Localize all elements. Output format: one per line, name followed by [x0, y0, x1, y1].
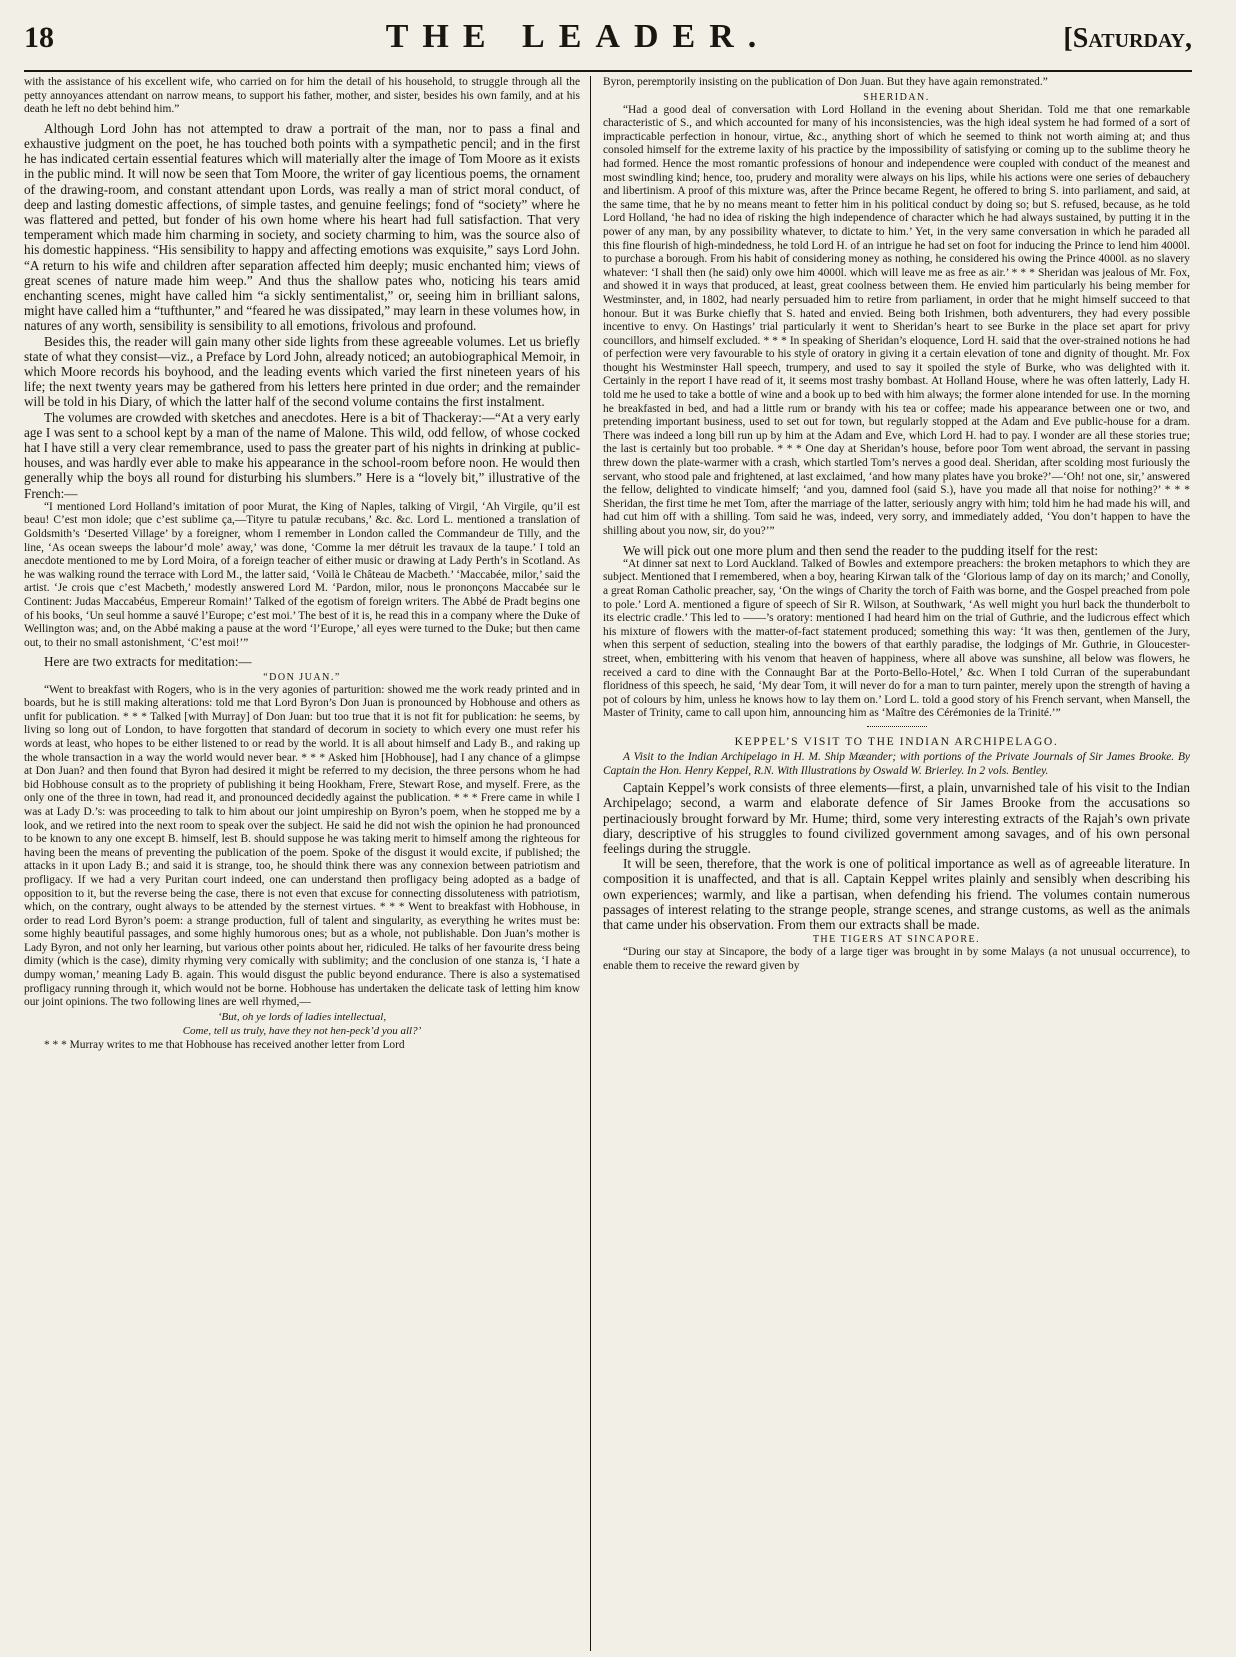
verse-line-1: ‘But, oh ye lords of ladies intellectual,	[217, 1010, 387, 1023]
left-quote-don-juan: “Went to breakfast with Rogers, who is in the very agonies of parturition: showed me the work ready printed and in boards, but he is still making alterations: told me that Lord Byron’s Don Juan is pronounced by Hobhouse and others as unfit for publication. * * * Talked [with Murray] of Don Juan: but too true that it is not fit for publication: he seems, by living so long out of London, to have forgotten that standard of decorum in society to which every one must refer his words at least, who hopes to be either listened to or read by the world. It is all about himself and Lady B., and raking up the whole transaction in a way the world would never bear. * * * Asked him [Hobhouse], had I any chance of a glimpse at Don Juan? and then found that Byron had desired it might be referred to my decision, the three persons whom he had bid Hobhouse consult as to the propriety of publishing it being Hookham, Frere, Stewart Rose, and myself. Frere, as the only one of the three in town, had read it, and pronounced decidedly against the publication. * * * Frere came in while I was at Lady D.’s: was proceeding to talk to him about our joint umpireship on Byron’s poem, when he stopped me by a look, and we retired into the next room to speak over the subject. He said he did not wish the opinion he had pronounced to be known to any one except B. himself, lest B. should suppose he was taking merit to himself among the righteous for having been the means of preventing the publication of the poem. Spoke of the disgust it would excite, if published; the attacks in it upon Lady B.; and said it is strange, too, he should think there was any connexion between patriotism and profligacy. If we had a very Puritan court indeed, one can understand then profligacy being adopted as a badge of opposition to it, but the reverse being the case, there is not even that excuse for connecting dissoluteness with patriotism, which, on the contrary, ought always to be attended by the sternest virtues. * * * Went to breakfast with Hobhouse, in order to read Lord Byron’s poem: a strange production, full of talent and singularity, as everything he writes must be: some highly beautiful passages, and some highly humorous ones; but as a whole, not publishable. Don Juan’s mother is Lady Byron, and not only her learning, but various other points about her, ridiculed. He talks of her favourite dress being dimity (which is the case), dimity rhyming very comically with sublimity; and the conclusion of one stanza is, ‘I hate a dumpy woman,’ meaning Lady B. again. This would disgust the public beyond endurance. There is also a systematised profligacy running through it, which would not be borne. Hobhouse has undertaken the delicate task of letting him know our joint opinions. The two following lines are well rhymed,—	[24, 683, 580, 1009]
left-column	[24, 76, 590, 1651]
verse-line-2: Come, tell us truly, have they not hen-peck’d you all?’	[182, 1024, 422, 1037]
right-quote-dinner: “At dinner sat next to Lord Auckland. Talked of Bowles and extempore preachers: the broken metaphors to which they are subject. Mentioned that I remembered, when a boy, hearing Kirwan talk of the ‘Glorious lamp of day on its march;’ and Conolly, a great Roman Catholic preacher, say, ‘On the wings of Charity the torch of Faith was borne, and the Gospel preached from pole to pole.’ Lord A. mentioned a figure of speech of Sir R. Wilson, at Southwark, ‘As well might you hurl back the thunderbolt to its electric cradle.’ This led to ——’s oratory: mentioned I had heard him on the trial of Guthrie, and the ludicrous effect which his mixture of flowers with the matter-of-fact statement produced; something this way: ‘It was then, gentlemen of the Jury, when this serpent of seduction, stealing into the bowers of that earthly paradise, the lodgings of Mr. Guthrie, in Gloucester-street, when, embittering with his venom that heaven of happiness, where all above was sunshine, all below was flowers, he received a card to dine with the Connaught Bar at the Porto-Bello-Hotel,’ &c. When I told Curran of the superabundant floridness of this speech, he said, ‘My dear Tom, it will never do for a man to turn painter, merely upon the strength of having a pot of colours by him, unless he knows how to lay them on.’ Lord L. told a good story of his French servant, when Mansell, the Master of Trinity, came to call upon him, announcing him as ‘Maître des Cérémonies de la Trinité.’”	[603, 557, 1190, 720]
right-paragraph-4: It will be seen, therefore, that the work is one of political importance as well as of agreeable literature. In composition it is unaffected, and that is all. Captain Keppel writes plainly and sensibly when describing his own experiences; warmly, and like a partisan, when defending his friend. The volumes contain numerous passages of interest relating to the strange people, strange scenes, and strange customs, as well as the animals that came under his observation. From them our extracts shall be made.	[603, 856, 1190, 932]
right-column	[590, 76, 1190, 1651]
left-paragraph-2: Although Lord John has not attempted to draw a portrait of the man, nor to pass a final and exhaustive judgment on the poet, he has touched both points with a sympathetic pencil; and in the first he has indicated certain essential features which will materially alter the image of Tom Moore as it exists in the public mind. It will now be seen that Tom Moore, the writer of gay licentious poems, the ornament of the drawing-room, and constant attendant upon Lords, was really a man of strict moral conduct, of deep and lasting domestic affections, of simple tastes, and genuine feelings; fond of “society” where he was flattered and petted, but fonder of his own home where his heart had full satisfaction. That very temperament which made him charming in society, and society charming to him, was the source also of his domestic happiness. “His sensibility to happy and affecting emotions was exquisite,” says Lord John. “A return to his wife and children after separation affected him deeply; music enchanted him; views of great scenes of nature made him weep.” And thus the shallow pates who, noticing his tears amid enchanting scenes, might have called him “a sickly sentimentalist,” or, seeing him in brilliant salons, might have called him a “tufthunter,” and “feared he was dissipated,” may learn in these volumes how, in natures of any worth, sensibility is sensibility to all emotions, frivolous and profound.	[24, 120, 580, 334]
section-heading-don-juan: “DON JUAN.”	[263, 671, 341, 683]
newspaper-title: THE LEADER.	[385, 18, 771, 55]
left-paragraph-5: Here are two extracts for meditation:—	[44, 654, 252, 670]
article-columns	[24, 76, 1192, 1651]
issue-day: [Saturday,	[1063, 23, 1192, 54]
right-paragraph-2: We will pick out one more plum and then send the reader to the pudding itself for the rest:	[623, 542, 1099, 558]
right-paragraph-1: Byron, peremptorily insisting on the publication of Don Juan. But they have again remonstrated.”	[603, 76, 1048, 88]
section-heading-sheridan: SHERIDAN.	[863, 91, 930, 103]
section-divider	[867, 726, 927, 727]
page-number: 18	[24, 21, 54, 54]
right-quote-tigers: “During our stay at Sincapore, the body of a large tiger was brought in by some Malays (a not unusual occurrence), to enable them to receive the reward given by	[603, 946, 1190, 972]
left-paragraph-1: with the assistance of his excellent wife, who carried on for him the detail of his household, to struggle through all the petty annoyances attendant on narrow means, to support his father, mother, and sister, besides his own family, and at his death he left no debt behind him.”	[24, 76, 580, 116]
masthead	[24, 18, 1192, 72]
left-paragraph-6: * * * Murray writes to me that Hobhouse has received another letter from Lord	[44, 1038, 405, 1051]
left-paragraph-4: The volumes are crowded with sketches and anecdotes. Here is a bit of Thackeray:—“At a very early age I was sent to a school kept by a man of the name of Malone. This wild, odd fellow, of whose cocked hat I have still a very clear remembrance, used to pass the greater part of his nights in drinking at public-houses, and was hardly ever able to make his appearance in the school-room before noon. He would then generally whip the boys all round for disturbing his slumbers.” Here is a “lovely bit,” illustrative of the French:—	[24, 409, 580, 501]
book-citation: A Visit to the Indian Archipelago in H. M. Ship Mæander; with portions of the Private Journals of Sir James Brooke. By Captain the Hon. Henry Keppel, R.N. With Illustrations by Oswald W. Brierley. In 2 vols. Bentley.	[603, 750, 1190, 777]
review-heading-keppel: KEPPEL’S VISIT TO THE INDIAN ARCHIPELAGO.	[734, 734, 1059, 748]
left-paragraph-3: Besides this, the reader will gain many other side lights from these agreeable volumes. Let us briefly state of what they consist—viz., a Preface by Lord John, already noticed; an autobiographical Memoir, in which Moore records his boyhood, and the leading events which varied the first nineteen years of his life; the next twenty years may be gathered from his letters here printed in due order; and the remainder will be told in his Diary, of which the latter half of the second volume contains the first instalment.	[24, 333, 580, 410]
right-paragraph-3: Captain Keppel’s work consists of three elements—first, a plain, unvarnished tale of his visit to the Indian Archipelago; second, a warm and elaborate defence of Sir James Brooke from the accusations so pertinaciously brought forward by Mr. Hume; third, some very interesting extracts of the Rajah’s own private diary, descriptive of his struggles to found civilized government among savages, and of his own personal feelings during the struggle.	[603, 780, 1190, 856]
left-quote-french: “I mentioned Lord Holland’s imitation of poor Murat, the King of Naples, talking of Virgil, ‘Ah Virgile, qu’il est beau! C’est mon idole; que c’est sublime ça,—Tityre tu patulæ recubans,’ &c. &c. Lord L. mentioned a translation of Goldsmith’s ‘Deserted Village’ by a foreigner, whom I remember in London called the Commandeur de Tilly, and the line, ‘As ocean sweeps the labour’d mole’ away,’ was done, ‘Comme la mer détruit les travaux de la taupe.’ I told an anecdote mentioned to me by Lord Moira, of a foreign teacher of either music or drawing at Lady Perth’s in Scotland. As he was walking round the terrace with Lord M., the latter said, ‘Voilà le Château de Macbeth.’ ‘Maccabée, milor,’ said the artist. ‘Je crois que c’est Macbeth,’ modestly answered Lord M. ‘Pardon, milor, nous le prononçons Maccabée sur le Continent: Judas Maccabéus, Empereur Romain!’ Talked of the egotism of foreign writers. The Abbé de Pradt begins one of his books, ‘Un seul homme a sauvé l’Europe; c’est moi.’ The best of it is, he read this in a company where the Duke of Wellington was; and, on the Abbé making a pause at the word ‘l’Europe,’ all eyes were turned to the Duke; but then came out, to their no small astonishment, ‘C’est moi!’”	[24, 500, 580, 649]
right-quote-sheridan: “Had a good deal of conversation with Lord Holland in the evening about Sheridan. Told me that one remarkable characteristic of S., and which accounted for many of his inconsistencies, was the high ideal system he had formed of a sort of impracticable perfection in honour, virtue, &c., anything short of which he seemed to think not worth aiming at; and thus consoled himself for the extreme laxity of his practice by the impossibility of satisfying or coming up to the sublime theory he had formed. Hence the most romantic professions of honour and independence were coupled with conduct of the meanest and most swindling kind; hence, too, prudery and morality were always on his lips, while his actions were one series of debauchery and libertinism. A proof of this mixture was, after the Prince became Regent, he offered to bring S. into parliament, and said, at the same time, that he by no means meant to fetter him in his political conduct by doing so; but S. refused, because, as he told Lord Holland, ‘he had no idea of risking the high independence of character which he had always sustained, by putting it in the power of any man, by any possibility whatever, to dictate to him.’ Yet, in the very same conversation in which he paraded all this fine flourish of high-mindedness, he told Lord H. of an intrigue he had set on foot for inducing the Prince to lend him 4000l. to purchase a borough. From his habit of considering money as nothing, he considered his owing the Prince 4000l. as no slavery whatever: ‘I shall then (he said) only owe him 4000l. which will leave me as free as air.’ * * * Sheridan was jealous of Mr. Fox, and showed it in ways that produced, at least, great coolness between them. He envied him particularly his being member for Westminster, and, in 1802, had nearly persuaded him to retire from parliament, in order that he might himself succeed to that honour. But it was Burke chiefly that S. hated and envied. Being both Irishmen, both adventurers, they had every possible incentive to envy. On Hastings’ trial particularly it went to Sheridan’s heart to see Burke in the place set apart for privy councillors, and himself excluded. * * * In speaking of Sheridan’s eloquence, Lord H. said that the over-strained notions he had of perfection were very favourable to his style of oratory in giving it a certain elevation of tone and dignity of thought. Mr. Fox thought his Westminster Hall speech, trumpery, and used to say it spoiled the style of Burke, who was delighted with it. Certainly in the report I have read of it, it seems most trashy bombast. At Holland House, where he was often latterly, Lady H. told me he used to take a bottle of wine and a book up to bed with him always; the former alone intended for use. In the morning he breakfasted in bed, and had a little rum or brandy with his tea or coffee; made his appearance between one or two, and pretending important business, used to set out for town, but regularly stopped at the Adam and Eve public-house for a dram. There was indeed a long bill run up by him at the Adam and Eve, which Lord H. had to pay. I wonder are all these stories true; the last is certainly but too probable. * * * One day at Sheridan’s house, before poor Tom went abroad, the servant in passing threw down the plate-warmer with a crash, which startled Tom’s nerves a good deal. Sheridan, after scolding most furiously the servant, who stood pale and frightened, at last exclaimed, ‘and how many plates have you broke?’—‘Oh! not one, sir,’ answered the fellow, delighted to vindicate himself; ‘and you, damned fool (said S.), have you made all that noise for nothing?’ * * * Sheridan, the first time he met Tom, after the marriage of the latter, seriously angry with him; told him he had made his will, and had cut him off with a shilling. Tom said he was, indeed, very sorry, and immediately added, ‘You don’t happen to have the shilling about you now, sir, do you?’”	[603, 103, 1190, 537]
section-heading-tigers: THE TIGERS AT SINCAPORE.	[812, 934, 981, 946]
